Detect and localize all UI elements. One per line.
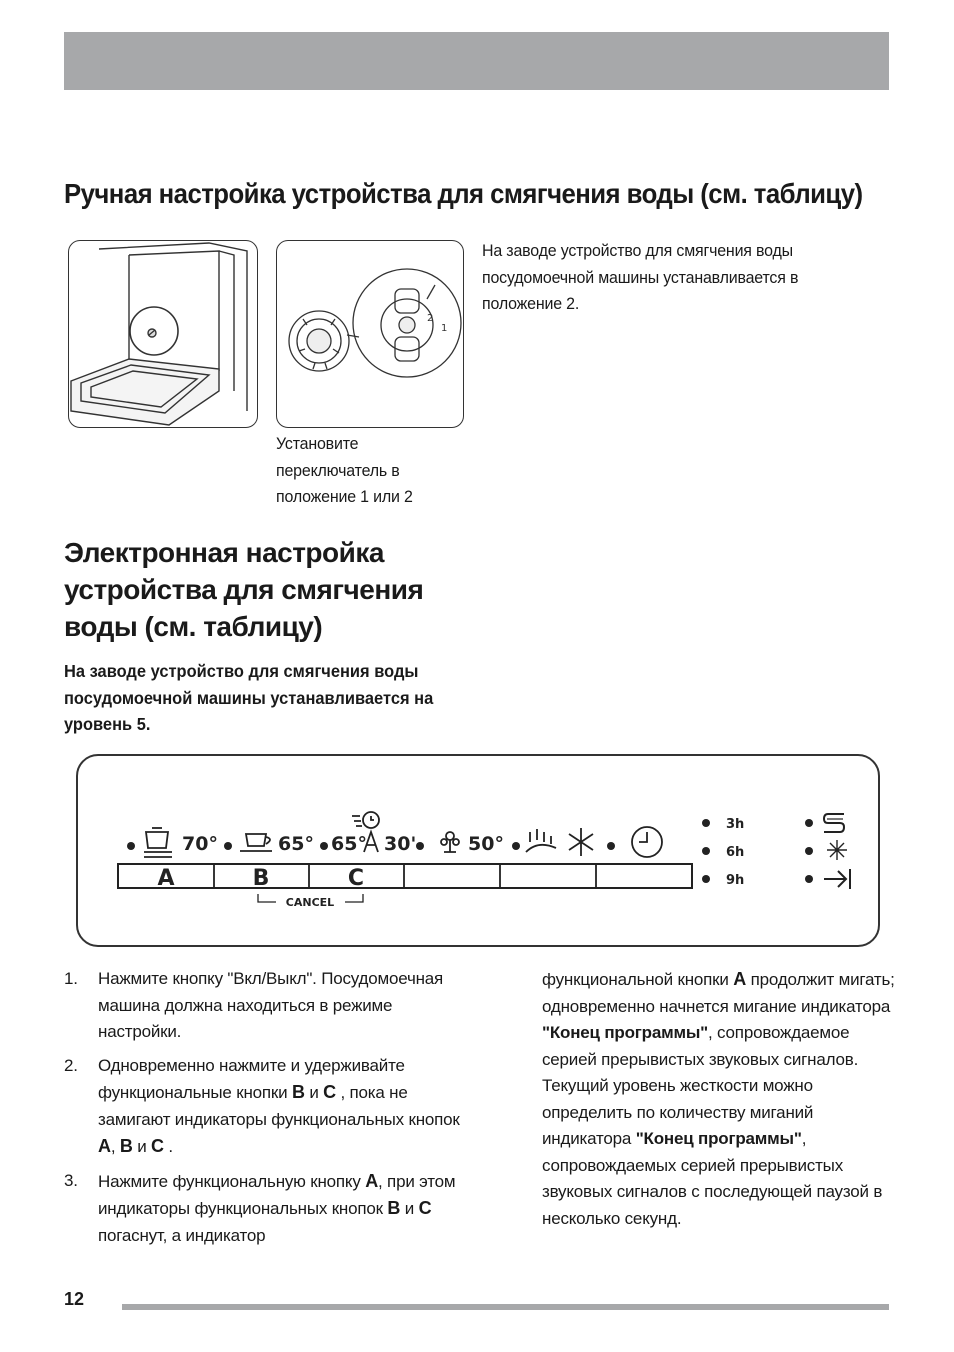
delay-dot-6h (702, 847, 710, 855)
button-a[interactable]: A (157, 866, 175, 891)
step-text: , пока не замигают индикаторы функциональных кнопок (98, 1083, 460, 1129)
step-1 (64, 966, 464, 1046)
indicator-dot (127, 842, 135, 850)
heading-manual: Ручная настройка устройства для смягчения воды (см. таблицу) (64, 178, 863, 209)
indicator-dot (416, 842, 424, 850)
step-text: и (309, 1083, 319, 1102)
heading-electronic: Электронная настройка устройства для смягчения воды (см. таблицу) (64, 537, 424, 642)
page-number: 12 (64, 1289, 85, 1309)
dishwasher-icon (69, 241, 257, 427)
step-text: , при этом индикаторы функциональных кнопок (98, 1171, 456, 1218)
delay-dot-9h (702, 875, 710, 883)
electronic-intro: На заводе устройство для смягчения воды посудомоечной машины устанавливается на уровень 5. (64, 661, 434, 734)
step-number: 1. (64, 969, 78, 988)
indicator-dot (607, 842, 615, 850)
asterisk-icon (569, 828, 593, 856)
softener-dial-illustration (276, 240, 464, 428)
step-2 (64, 1053, 464, 1161)
step-number: 2. (64, 1055, 78, 1075)
indicator-dot (512, 842, 520, 850)
key-label: B (387, 1198, 401, 1218)
button-c[interactable]: C (347, 866, 365, 891)
program-temp-2: 65° (278, 833, 314, 855)
end-program-dot (805, 875, 813, 883)
delay-label-3h: 3h (726, 817, 745, 832)
key-label: A (98, 1136, 111, 1156)
glass-icon (441, 832, 459, 852)
program-temp-5: 50° (468, 833, 504, 855)
step-text: Одновременно нажмите и удерживайте функциональные кнопки (98, 1055, 405, 1102)
step-text: и (137, 1137, 147, 1156)
paragraph-text: , сопровождаемых серией прерывистых звуковых сигналов с последующей паузой в несколько секунд. (542, 1129, 883, 1228)
step-text: , (110, 1137, 116, 1156)
key-label: A (365, 1170, 379, 1191)
cancel-label: CANCEL (285, 896, 335, 909)
indicator-dot (224, 842, 232, 850)
delay-clock-icon (632, 827, 662, 857)
dishwasher-illustration (68, 240, 258, 428)
paragraph-text: , сопровождаемое серией прерывистых звуковых сигналов. Текущий уровень жесткости можно определить по количеству миганий индикатора (542, 1023, 859, 1148)
cup-icon (240, 834, 272, 851)
end-program-term: "Конец программы" (542, 1023, 709, 1042)
paragraph-text: продолжит мигать; одновременно начнется мигание индикатора (542, 970, 895, 1016)
control-panel-drawing (78, 756, 878, 945)
button-strip (118, 864, 692, 888)
program-time-4: 30' (384, 833, 417, 855)
step-number: 3. (64, 1170, 78, 1190)
manual-caption: Установите переключатель в положение 1 или 2 (276, 434, 413, 506)
rinse-aid-dot (805, 847, 813, 855)
header-band (64, 32, 889, 90)
salt-icon (824, 814, 844, 832)
indicator-dot (320, 842, 328, 850)
program-temp-3: 65° (331, 833, 367, 855)
control-panel (76, 754, 880, 947)
step-text: Нажмите функциональную кнопку (98, 1171, 361, 1191)
steps-list (64, 966, 464, 1256)
rinse-icon (526, 829, 556, 852)
footer-bar (122, 1304, 889, 1310)
step-text: . (168, 1137, 173, 1156)
key-label: C (323, 1082, 336, 1102)
step-text: и (404, 1199, 415, 1218)
dial-pos-2: 2 (427, 313, 434, 324)
key-label: A (733, 969, 747, 989)
button-b[interactable]: B (252, 866, 270, 891)
paragraph-text: функциональной кнопки (542, 970, 729, 989)
program-temp-1: 70° (182, 833, 218, 855)
key-label: C (151, 1136, 164, 1156)
rinse-aid-icon (827, 840, 847, 860)
step-text: Нажмите кнопку "Вкл/Выкл". Посудомоечная машина должна находиться в режиме настройки. (98, 969, 444, 1041)
key-label: B (119, 1136, 133, 1156)
delay-dot-3h (702, 819, 710, 827)
dial-icon (277, 241, 463, 427)
step-3 (64, 1168, 464, 1250)
delay-label-6h: 6h (726, 845, 745, 860)
quick-clock-icon (352, 812, 379, 828)
salt-dot (805, 819, 813, 827)
step-3-continuation (542, 966, 902, 1232)
key-label: B (291, 1082, 305, 1102)
dial-pos-1: 1 (441, 323, 448, 334)
delay-label-9h: 9h (726, 873, 745, 888)
end-program-term: "Конец программы" (635, 1129, 802, 1148)
end-program-icon (824, 869, 850, 889)
pot-icon (144, 828, 172, 857)
step-text: погаснут, а индикатор (98, 1225, 266, 1245)
manual-note: На заводе устройство для смягчения воды посудомоечной машины устанавливается в положение 2. (482, 241, 799, 313)
key-label: C (418, 1198, 432, 1218)
